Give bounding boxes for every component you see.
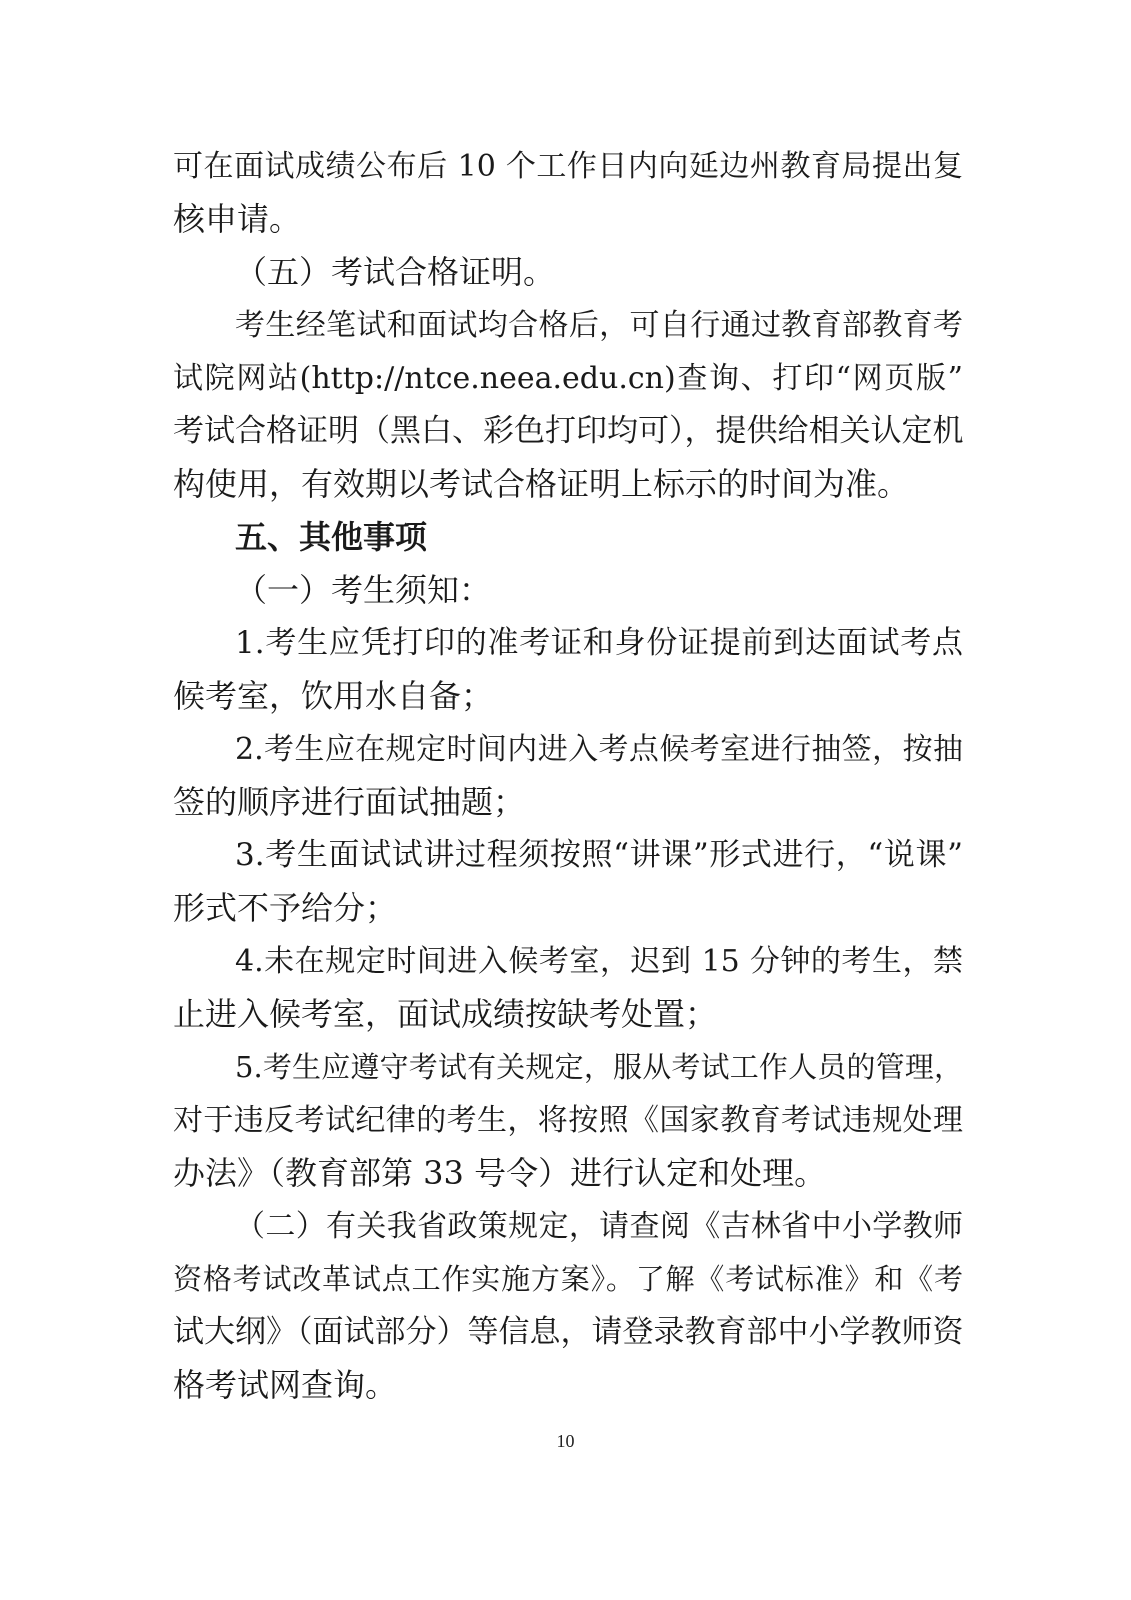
text-line: 资格考试改革试点工作实施方案》。了解《考试标准》和《考 <box>173 1262 963 1296</box>
text-line: 止进入候考室，面试成绩按缺考处置； <box>173 995 718 1033</box>
subheading-exam-certificate <box>173 246 963 299</box>
notice-item-3 <box>173 829 963 935</box>
text-line: 对于违反考试纪律的考生，将按照《国家教育考试违规处理 <box>173 1103 963 1138</box>
text-line: 考试合格证明（黑白、彩色打印均可），提供给相关认定机 <box>173 413 963 449</box>
text-line: 候考室，饮用水自备； <box>173 677 494 715</box>
notice-item-1 <box>173 617 963 723</box>
text-line: （五）考试合格证明。 <box>235 253 556 291</box>
text-line: （一）考生须知： <box>235 571 492 609</box>
text-line: 4.未在规定时间进入候考室，迟到 15 分钟的考生，禁 <box>235 944 963 979</box>
text-line: 试大纲》（面试部分）等信息，请登录教育部中小学教师资 <box>173 1314 963 1350</box>
text-line: 签的顺序进行面试抽题； <box>173 783 526 821</box>
text-line: （二）有关我省政策规定，请查阅《吉林省中小学教师 <box>235 1209 963 1244</box>
text-line: 试院网站(http://ntce.neea.edu.cn)查询、打印“网页版” <box>173 361 963 396</box>
paragraph-provincial-policy <box>173 1200 963 1412</box>
text-line: 3.考生面试试讲过程须按照“讲课”形式进行，“说课” <box>235 837 963 873</box>
text-line: 可在面试成绩公布后 10 个工作日内向延边州教育局提出复 <box>173 149 963 184</box>
document-body <box>173 140 963 1412</box>
text-line: 2.考生应在规定时间内进入考点候考室进行抽签，按抽 <box>235 732 963 767</box>
text-line: 5.考生应遵守考试有关规定，服从考试工作人员的管理， <box>235 1050 963 1084</box>
paragraph-certificate <box>173 299 963 511</box>
notice-item-4 <box>173 935 963 1041</box>
text-line: 格考试网查询。 <box>173 1366 398 1404</box>
section-heading-other-matters <box>173 511 963 564</box>
notice-item-2 <box>173 723 963 829</box>
paragraph-review-request <box>173 140 963 246</box>
page-number: 10 <box>556 1431 575 1451</box>
text-line: 构使用，有效期以考试合格证明上标示的时间为准。 <box>173 465 910 503</box>
text-line: 五、其他事项 <box>235 518 428 556</box>
text-line: 核申请。 <box>173 200 302 238</box>
notice-item-5 <box>173 1041 963 1200</box>
text-line: 考生经笔试和面试均合格后，可自行通过教育部教育考 <box>235 308 963 343</box>
text-line: 形式不予给分； <box>173 889 398 927</box>
text-line: 办法》（教育部第 33 号令）进行认定和处理。 <box>173 1154 827 1192</box>
subheading-candidate-notice <box>173 564 963 617</box>
text-line: 1.考生应凭打印的准考证和身份证提前到达面试考点 <box>235 625 963 661</box>
